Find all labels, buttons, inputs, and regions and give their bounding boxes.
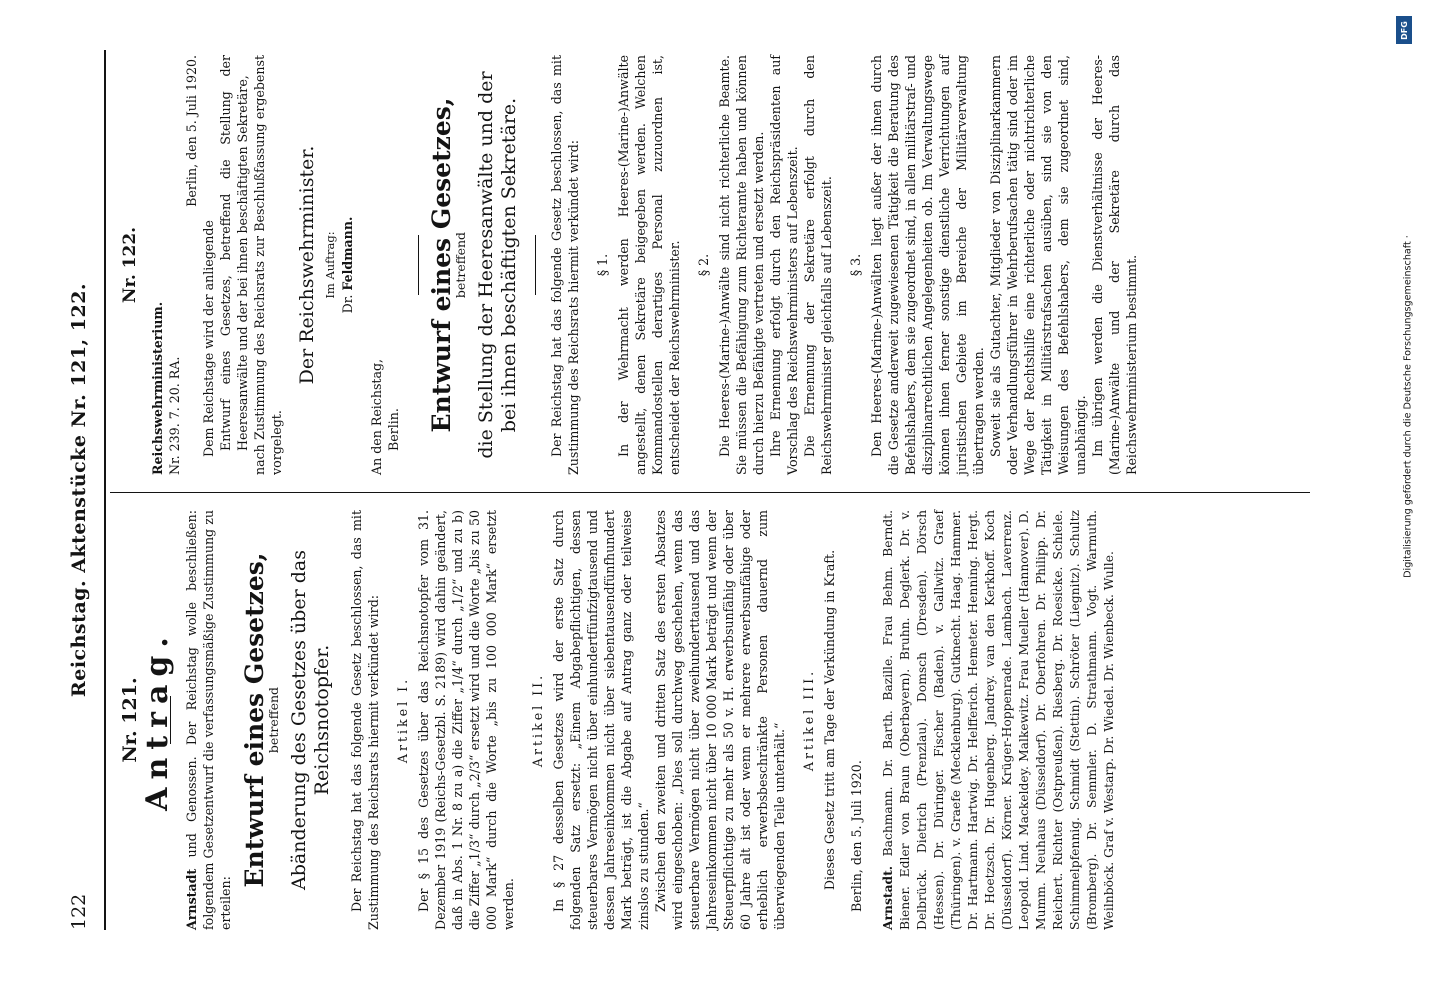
signature-name: Feldmann. (340, 216, 355, 291)
law-title: Entwurf eines Gesetzes, (240, 552, 269, 888)
law-subject: die Stellung der Heeresanwälte und der bei ihnen beschäftigten Sekretäre. (475, 71, 520, 459)
article-2-text-1: In § 27 desselben Gesetzes wird der erste Satz durch folgenden Satz ersetzt: „Einem Abgabepflichtigen, dessen steuerbares Vermögen nicht über einhundertfünfzigtausend und dessen Jahreseinkommen nicht über siebentausendfünfhundert Mark beträgt, ist die Abgabe auf Antrag ganz oder teilweise zinslos zu stunden.“ (551, 510, 651, 930)
section-rule (418, 235, 419, 295)
motion-lead-name: Arnstadt (184, 868, 199, 930)
enactment-formula: Der Reichstag hat das folgende Gesetz beschlossen, das mit Zustimmung des Reichsrats hiermit verkündet wird: (349, 510, 381, 930)
cover-letter-line-3: nach Zustimmung des Reichsrats zur Beschlußfassung ergebenst vorgelegt. (252, 55, 284, 475)
betreffend-label: betreffend (453, 231, 468, 299)
enactment-formula: Der Reichstag hat das folgende Gesetz beschlossen, das mit Zustimmung des Reichsrats hiermit verkündet wird: (549, 55, 581, 475)
section-3-text-1: Den Heeres-(Marine-)Anwälten liegt außer der ihnen durch die Gesetze anderweit zugewiesenen Tätigkeit die Beratung des Befehlshabers, dem sie zugeordnet sind, in allen militärstraf- und disziplinarrechtlichen Angelegenheiten ob. Im Verwaltungswege können ihnen ferner sonstige dienstliche Verrichtungen auf juristischen Gebiete im Bereiche der Militärverwaltung übertragen werden. (869, 55, 986, 475)
article-1-text: Der § 15 des Gesetzes über das Reichsnotopfer vom 31. Dezember 1919 (Reichs-Gesetzbl. S. 2189) wird dahin geändert, daß in Abs. 1 Nr. 8 zu a) die Ziffer „1/4“ durch „1/2“ und zu b) die Ziffer „1/3“ durch „2/3“ ersetzt wird und die Worte „bis zu 50 000 Mark“ durch die Worte „bis zu 100 000 Mark“ ersetzt werden. (416, 510, 516, 930)
article-2-heading: Artikel II. (530, 672, 545, 768)
motion-intro-text: und Genossen. Der Reichstag wolle beschließen: folgendem Gesetzentwurf die verfassungsmäßige Zustimmung zu erteilen: (184, 510, 233, 930)
running-title: Reichstag. Aktenstücke Nr. 121, 122. (68, 282, 90, 698)
running-header (68, 50, 102, 930)
signature-prefix: Dr. (340, 290, 355, 314)
signatory-lead: Arnstadt. (880, 865, 895, 930)
document-sheet (60, 50, 1380, 930)
column-left-nr-121 (116, 510, 1118, 930)
signature (339, 55, 356, 475)
motion-intro (183, 510, 234, 930)
section-3-heading: § 3. (848, 253, 863, 277)
document-title: Antrag. (140, 629, 175, 811)
section-rule (535, 235, 536, 295)
section-2-heading: § 2. (696, 253, 711, 277)
section-1-text: In der Wehrmacht werden Heeres-(Marine-)Anwälte angestellt, denen Sekretäre beigegeben werden. Welchen Kommandostellen derartiges Personal zuzuordnen ist, entscheidet der Reichswehrminister. (616, 55, 682, 475)
signatory-list: Bachmann. Dr. Barth. Bazille. Frau Behm. Berndt. Biener. Edler von Braun (Oberbayern). Bruhn. Deglerk. Dr. v. Delbrück. Dietrich (Prenzlau). Domsch (Dresden). Dörsch (Hessen). Dr. Düringer. Fischer (Baden). v. Gallwitz. Graef (Thüringen). v. Graefe (Mecklenburg). Gutknecht. Haag. Hammer. Dr. Hartmann. Hartwig. Dr. Helfferich. Hemeter. Henning. Hergt. Dr. Hoetzsch. Dr. Hugenberg. Jandrey. van den Kerkhoff. Koch (Düsseldorf). Körner. Krüger-Hoppenrade. Lambach. Laverrenz. Leopold. Lind. Mackeldey. Malkewitz. Frau Mueller (Hannover). D. Mumm. Neuhaus (Düsseldorf). Dr. Oberfohren. Dr. Philipp. Dr. Reichert. Richter (Ostpreußen). Riesberg. Dr. Roesicke. Schiele. Schimmelpfennig. Schmidt (Stettin). Schröter (Liegnitz). Schultz (Bromberg). Dr. Semmler. D. Strathmann. Vogt. Warmuth. Weilnböck. Graf v. Westarp. Dr. Wiedel. Dr. Wienbeck. Wulle. (881, 510, 1116, 930)
article-3-heading: Artikel III. (801, 668, 816, 772)
column-divider (110, 492, 1310, 493)
dfg-logo (1396, 16, 1412, 44)
date-line: Berlin, den 5. Juli 1920. (184, 55, 199, 207)
minister-title: Der Reichswehrminister. (296, 145, 318, 385)
article-1-heading: Artikel I. (395, 676, 410, 764)
reference-number: Nr. 239. 7. 20. RA. (167, 356, 182, 475)
header-rule (104, 50, 106, 930)
cover-letter-line-1: Dem Reichstage wird der anliegende (201, 220, 216, 457)
by-order-label: Im Auftrag: (323, 231, 337, 299)
section-3-text-2: Soweit sie als Gutachter, Mitglieder von Disziplinarkammern oder Verhandlungsführer in Wehrberufsachen tätig sind oder im Wege der Rechtshilfe eine richterliche oder nichtrichterliche Tätigkeit in Militärstrafsachen ausüben, sind sie von den Weisungen des Befehlshabers, dem sie zugeordnet sind, unabhängig. (988, 55, 1088, 475)
section-2-text-1: Die Heeres-(Marine-)Anwälte sind nicht richterliche Beamte. Sie müssen die Befähigung zum Richteramte haben und können durch hierzu Befähigte vertreten und ersetzt werden. (717, 55, 766, 475)
law-subject: Abänderung des Gesetzes über das Reichsnotopfer. (288, 550, 333, 890)
digitization-note-text: Digitalisierung gefördert durch die Deutsche Forschungsgemeinschaft · (1402, 235, 1414, 578)
cover-letter-bill-title: Entwurf eines Gesetzes, betreffend die Stellung der Heeresanwälte und der bei ihnen beschäftigten Sekretäre, (218, 55, 250, 451)
date-line: Berlin, den 5. Juli 1920. (849, 760, 864, 912)
section-2-text-2: Ihre Ernennung erfolgt durch den Reichspräsidenten auf Vorschlag des Reichswehrministers auf Lebenszeit. (768, 55, 800, 475)
address-line-2: Berlin. (386, 408, 401, 451)
section-2-text-3: Die Ernennung der Sekretäre erfolgt durch den Reichswehrminister gleichfalls auf Lebenszeit. (802, 55, 834, 475)
betreffend-label: betreffend (266, 686, 281, 754)
dfg-logo-text: DFG (1399, 20, 1409, 40)
article-3-text: Dieses Gesetz tritt am Tage der Verkündung in Kraft. (822, 549, 837, 891)
article-2-text-2: Zwischen den zweiten und dritten Satz des ersten Absatzes wird eingeschoben: „Dies soll durchweg geschehen, wenn das steuerbare Vermögen nicht über zweihunderttausend und das Jahreseinkommen nicht über 10 000 Mark beträgt und wenn der Steuerpflichtige zu mehr als 50 v. H. erwerbsunfähig oder über 60 Jahre alt ist oder wenn er mehrere erwerbsunfähige oder erheblich erwerbsbeschränkte Personen dauernd zum überwiegenden Teile unterhält.“ (653, 510, 787, 930)
page-number: 122 (68, 893, 90, 930)
law-title: Entwurf eines Gesetzes, (427, 97, 456, 433)
section-3-text-3: Im übrigen werden die Dienstverhältnisse der Heeres-(Marine-)Anwälte und der Sekretäre durch das Reichswehrministerium bestimmt. (1090, 55, 1139, 475)
ministry-name: Reichswehrministerium. (150, 301, 165, 475)
document-number: Nr. 122. (120, 226, 140, 304)
document-number: Nr. 121. (119, 677, 141, 763)
column-right-nr-122 (116, 55, 1140, 475)
digitization-margin (1378, 6, 1434, 996)
section-1-heading: § 1. (595, 253, 610, 277)
signatories (879, 510, 1118, 930)
address-line-1: An den Reichstag, (369, 358, 384, 475)
